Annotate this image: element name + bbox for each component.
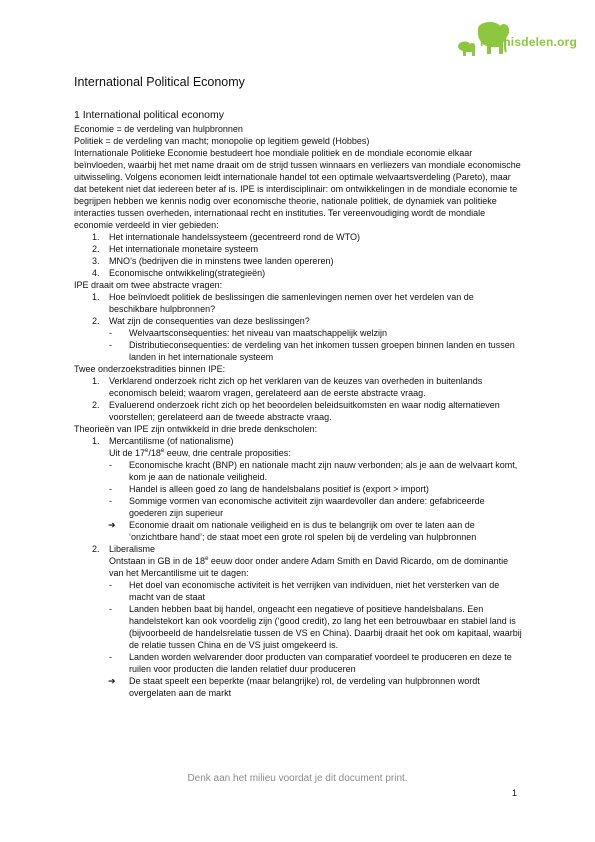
paragraph: Twee onderzoekstradities binnen IPE: <box>74 364 226 374</box>
document-body <box>74 74 524 699</box>
logo-text: Kennisdelen.org <box>480 35 578 49</box>
paragraph: Politiek = de verdeling van macht; monopolie op legitiem geweld (Hobbes) <box>74 136 370 146</box>
school-title: Mercantilisme (of nationalisme) <box>109 436 234 446</box>
list-item: 1. Verklarend onderzoek richt zich op het verklaren van de keuzes van overheden in buitenlands economisch beleid; waarom vragen, gerelateerd aan de eerste abstracte vraag. <box>92 376 483 398</box>
school-intro: Uit de 17e/18e eeuw, drie centrale proposities: <box>109 448 291 458</box>
list-item: - Handel is alleen goed zo lang de handelsbalans positief is (export > import) <box>109 484 429 494</box>
consequences-list <box>74 327 524 363</box>
questions-list <box>74 291 524 327</box>
list-item: 2. Het internationale monetaire systeem <box>92 244 259 254</box>
paragraph: Theorieën van IPE zijn ontwikkeld in drie brede denkscholen: <box>74 424 318 434</box>
list-item: 3. MNO’s (bedrijven die in minstens twee landen opereren) <box>92 256 334 266</box>
arrow-icon: ➔ <box>108 520 116 530</box>
list-item: - Sommige vormen van economische activiteit zijn waardevoller dan andere: gefabriceerde goederen zijn superieur <box>109 496 485 518</box>
list-item: - Landen worden welvarender door producten van comparatief voordeel te produceren en deze te ruilen voor producten die landen relatief duur produceren <box>109 652 512 674</box>
paragraph: Economie = de verdeling van hulpbronnen <box>74 124 243 134</box>
list-item: - Landen hebben baat bij handel, ongeacht een negatieve of positieve handelsbalans. Een handelstekort kan ook voordelig zijn (‘good credit), zo lang het een betrouwbaar en stabiel land is (bijvoorbeeld de handelsrelatie tussen de VS en China). Daarbij draait het ook om kapitaal, waarbij de relatie tussen China en de VS juist omgekeerd is. <box>109 604 522 650</box>
liberalism-points <box>74 579 524 699</box>
school-intro: Ontstaan in GB in de 18e eeuw door onder andere Adam Smith en David Ricardo, om de dominantie van het Mercantilisme uit te dagen: <box>109 556 509 578</box>
list-item: - Distributieconsequenties: de verdeling van het inkomen tussen groepen binnen landen en tussen landen in het internationale systeem <box>109 340 515 362</box>
list-item: 2. Evaluerend onderzoek richt zich op het beoordelen beleidsuitkomsten en waar nodig alternatieven voorstellen; gerelateerd aan de tweede abstracte vraag. <box>92 400 500 422</box>
mercantilism-points <box>74 459 524 543</box>
page-number: 1 <box>512 788 518 798</box>
site-logo[interactable] <box>456 18 581 60</box>
list-item: 2. Wat zijn de consequenties van deze beslissingen? <box>92 316 310 326</box>
list-item: ➔ Economie draait om nationale veiligheid en is dus te belangrijk om over te laten aan de ‘onzichtbare hand’; de staat moet een grote rol spelen bij de verdeling van hulpbronnen <box>108 520 477 542</box>
list-item: - Het doel van economische activiteit is het verrijken van individuen, niet het versterken van de macht van de staat <box>109 580 500 602</box>
list-item: - Economische kracht (BNP) en nationale macht zijn nauw verbonden; als je aan de welvaart komt, kom je aan de nationale veiligheid. <box>109 460 518 482</box>
paragraph: IPE draait om twee abstracte vragen: <box>74 280 223 290</box>
document-title: International Political Economy <box>74 75 245 89</box>
section-title: 1 International political economy <box>74 109 225 121</box>
list-item: - Welvaartsconsequenties: het niveau van maatschappelijk welzijn <box>109 328 387 338</box>
school-title: Liberalisme <box>109 544 156 554</box>
school-mercantilism: 1. Mercantilisme (of nationalisme) <box>92 436 234 446</box>
list-item: 1. Hoe beïnvloedt politiek de beslissingen die samenlevingen nemen over het verdelen van de beschikbare hulpbronnen? <box>92 292 474 314</box>
list-item: ➔ De staat speelt een beperkte (maar belangrijke) rol, de verdeling van hulpbronnen wordt overgelaten aan de markt <box>108 676 480 698</box>
footer-note: Denk aan het milieu voordat je dit document print. <box>187 773 408 784</box>
paragraph: Internationale Politieke Economie bestudeert hoe mondiale politiek en de mondiale economie elkaar beïnvloeden, waarbij het met name draait om de strijd tussen winnaars en verliezers van mondiale economische uitwisseling. Volgens economen leidt internationale handel tot een optimale welvaartsverdeling (Pareto), maar dat betekent niet dat iedereen beter af is. IPE is interdisciplinair: om ontwikkelingen in de mondiale economie te begrijpen hebben we kennis nodig over economische theorie, nationale politiek, de dynamiek van politieke interacties tussen overheden, internationaal recht en instituties. Ter vereenvoudiging wordt de mondiale economie verdeeld in vier gebieden: <box>74 148 521 230</box>
school-liberalism: 2. Liberalisme <box>92 544 156 554</box>
list-item: 1. Het internationale handelssysteem (gecentreerd rond de WTO) <box>92 232 360 242</box>
traditions-list <box>74 375 524 423</box>
list-item: 4. Economische ontwikkeling(strategieën) <box>92 268 266 278</box>
arrow-icon: ➔ <box>108 676 116 686</box>
areas-list <box>74 231 524 279</box>
